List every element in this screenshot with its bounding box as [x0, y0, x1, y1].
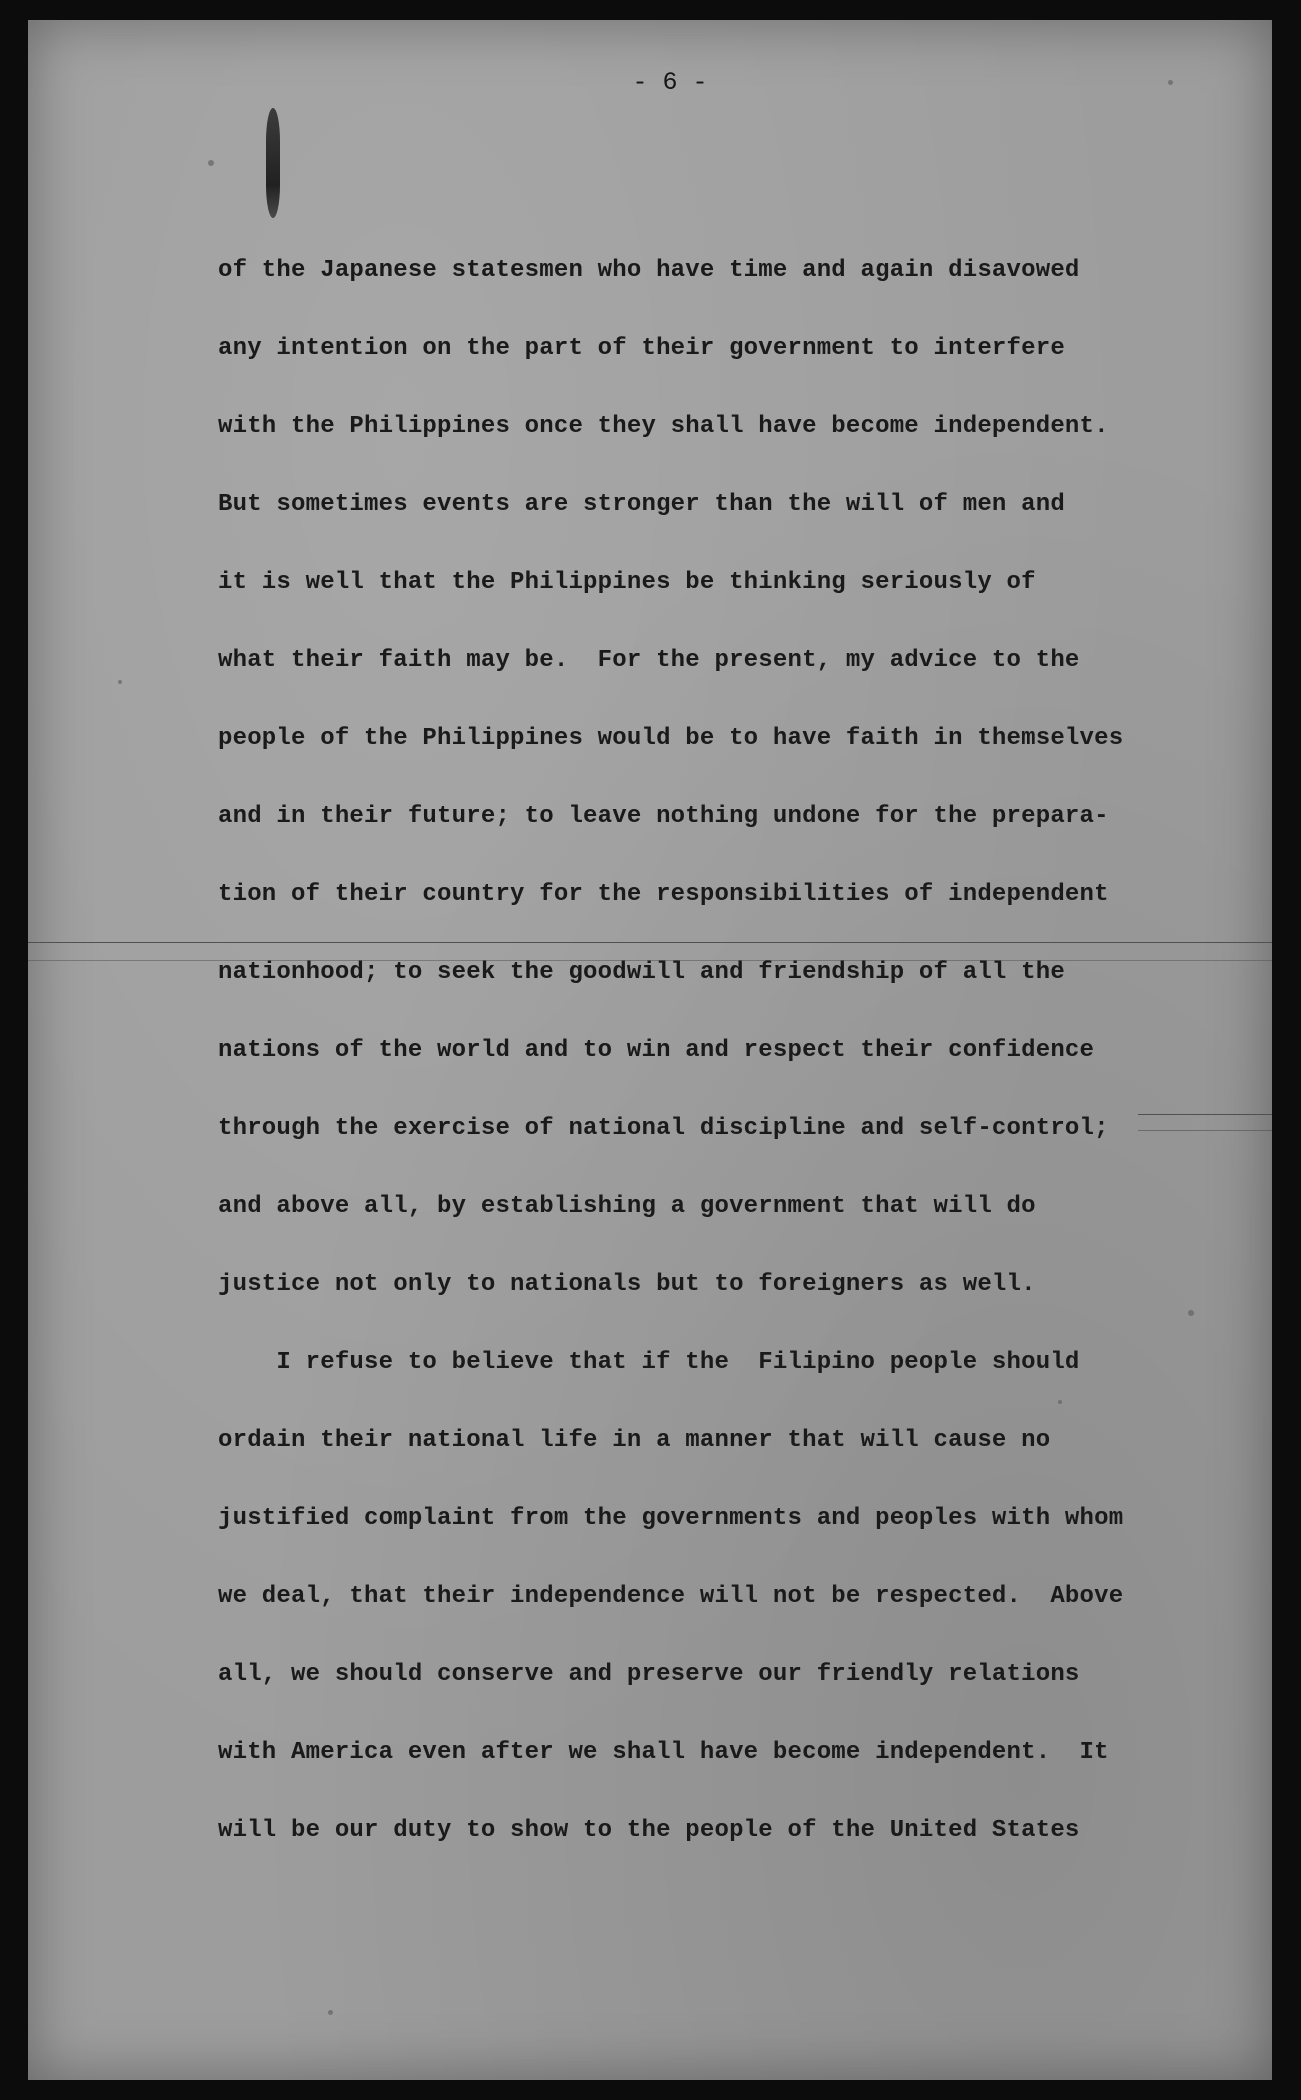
text-line: all, we should conserve and preserve our friendly relations: [218, 1661, 1080, 1688]
text-line: what their faith may be. For the present, my advice to the: [218, 647, 1080, 674]
text-line: and above all, by establishing a government that will do: [218, 1193, 1036, 1220]
text-line: ordain their national life in a manner that will cause no: [218, 1427, 1051, 1454]
text-line: it is well that the Philippines be thinking seriously of: [218, 569, 1036, 596]
paper-speck: [328, 2010, 333, 2015]
paper-speck: [208, 160, 214, 166]
body-text: [218, 247, 1228, 1885]
text-line: with the Philippines once they shall have become independent.: [218, 413, 1109, 440]
text-line: nationhood; to seek the goodwill and friendship of all the: [218, 959, 1065, 986]
text-line: we deal, that their independence will not be respected. Above: [218, 1583, 1124, 1610]
text-line: any intention on the part of their government to interfere: [218, 335, 1065, 362]
text-line: I refuse to believe that if the Filipino people should: [218, 1349, 1080, 1376]
text-line: with America even after we shall have become independent. It: [218, 1739, 1109, 1766]
ink-smudge: [266, 108, 280, 218]
text-line: justice not only to nationals but to foreigners as well.: [218, 1271, 1036, 1298]
text-line: through the exercise of national discipline and self-control;: [218, 1115, 1109, 1142]
text-line: tion of their country for the responsibilities of independent: [218, 881, 1109, 908]
text-line: people of the Philippines would be to have faith in themselves: [218, 725, 1124, 752]
text-line: justified complaint from the governments and peoples with whom: [218, 1505, 1124, 1532]
text-line: of the Japanese statesmen who have time and again disavowed: [218, 257, 1080, 284]
text-line: and in their future; to leave nothing undone for the prepara-: [218, 803, 1109, 830]
page-number: - 6 -: [632, 68, 708, 97]
text-line: nations of the world and to win and respect their confidence: [218, 1037, 1095, 1064]
paper-speck: [1168, 80, 1173, 85]
text-line: will be our duty to show to the people of the United States: [218, 1817, 1080, 1844]
text-line: But sometimes events are stronger than the will of men and: [218, 491, 1065, 518]
paper-speck: [118, 680, 122, 684]
